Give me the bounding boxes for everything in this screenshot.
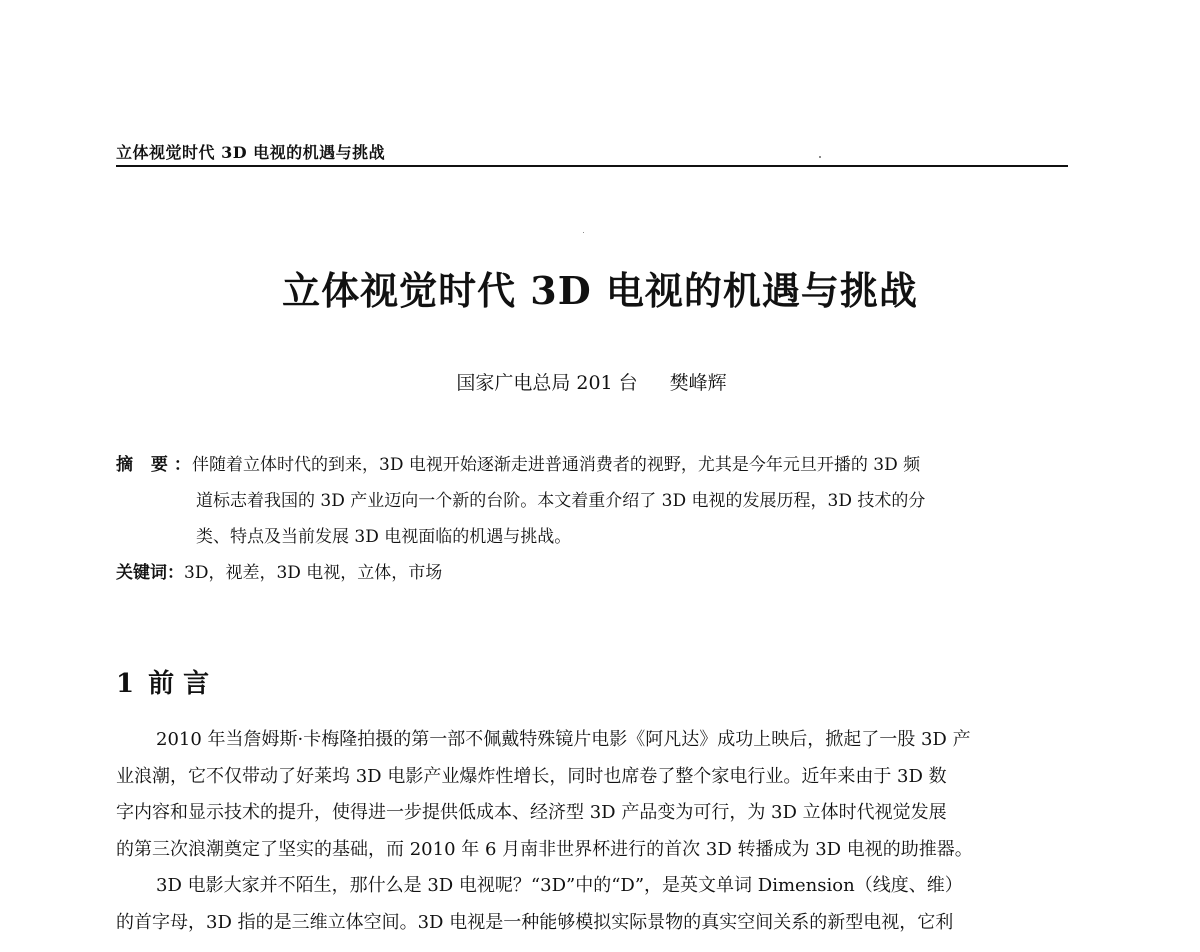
section-heading	[116, 664, 209, 704]
section-title: 前 言	[148, 669, 210, 699]
byline	[0, 370, 1183, 396]
keywords-text: 3D，视差，3D 电视，立体，市场	[184, 563, 443, 583]
abstract-line: 道标志着我国的 3D 产业迈向一个新的台阶。本文着重介绍了 3D 电视的发展历程，3D 技术的分	[196, 491, 926, 511]
abstract-line: 类、特点及当前发展 3D 电视面临的机遇与挑战。	[196, 527, 572, 547]
running-header	[116, 143, 1068, 167]
abstract-line: 伴随着立体时代的到来，3D 电视开始逐渐走进普通消费者的视野，尤其是今年元旦开播的 3D 频	[192, 455, 921, 475]
body-text	[116, 722, 1076, 941]
body-line: 字内容和显示技术的提升，使得进一步提供低成本、经济型 3D 产品变为可行，为 3D 立体时代视觉发展	[116, 802, 947, 823]
body-line: 业浪潮，它不仅带动了好莱坞 3D 电影产业爆炸性增长，同时也席卷了整个家电行业。近年来由于 3D 数	[116, 765, 947, 787]
section-number: 1	[116, 669, 135, 699]
body-line: 的首字母，3D 指的是三维立体空间。3D 电视是一种能够模拟实际景物的真实空间关系的新型电视，它利	[116, 911, 954, 933]
scan-speck	[819, 156, 821, 158]
scan-speck	[583, 232, 584, 233]
author-name: 樊峰辉	[669, 372, 727, 394]
abstract-label: 摘 要：	[116, 455, 197, 475]
abstract-body	[192, 447, 1070, 555]
author-organization: 国家广电总局 201 台	[456, 372, 638, 394]
running-header-text: 立体视觉时代 3D 电视的机遇与挑战	[116, 143, 386, 162]
keywords	[116, 558, 442, 588]
page-title: 立体视觉时代 3D 电视的机遇与挑战	[282, 268, 918, 313]
body-line: 的第三次浪潮奠定了坚实的基础，而 2010 年 6 月南非世界杯进行的首次 3D 转播成为 3D 电视的助推器。	[116, 838, 973, 860]
body-line: 3D 电影大家并不陌生，那什么是 3D 电视呢？“3D”中的“D”，是英文单词 Dimension（线度、维）	[156, 875, 963, 896]
keywords-label: 关键词：	[116, 563, 184, 583]
body-line: 2010 年当詹姆斯·卡梅隆拍摄的第一部不佩戴特殊镜片电影《阿凡达》成功上映后，掀起了一股 3D 产	[156, 729, 971, 750]
